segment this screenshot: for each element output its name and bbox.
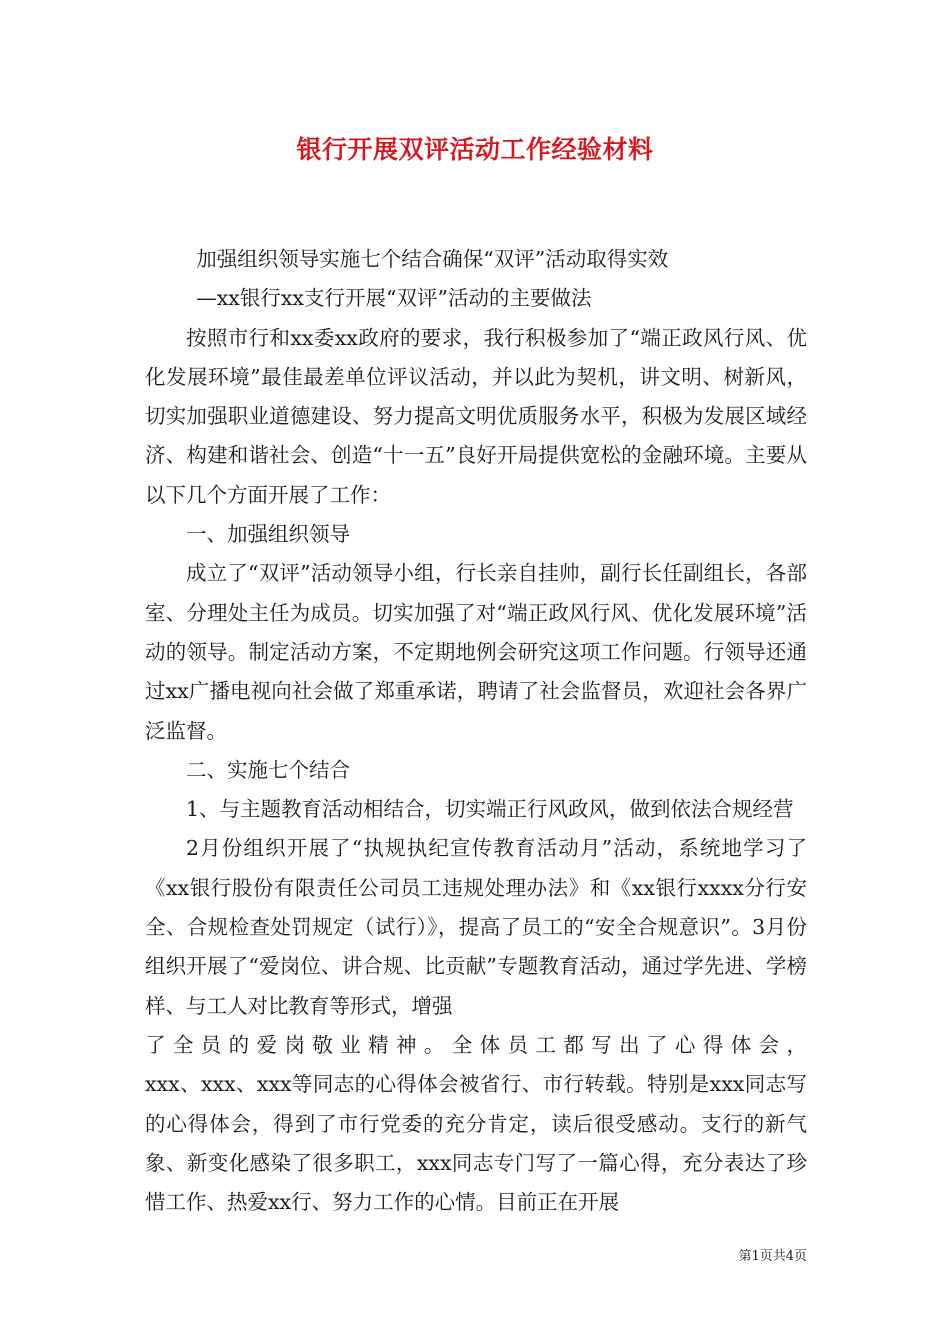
paragraph-intro: 按照市行和xx委xx政府的要求，我行积极参加了“端正政风行风、优化发展环境”最佳最差单位评议活动，并以此为契机，讲文明、树新风，切实加强职业道德建设、努力提高文明优质服务水平，积极为发展区域经济、构建和谐社会、创造“十一五”良好开局提供宽松的金融环境。主要从以下几个方面开展了工作： [145,325,807,507]
document-heading: 加强组织领导实施七个结合确保“双评”活动取得实效 [196,247,669,271]
document-title: 银行开展双评活动工作经验材料 [296,135,654,164]
section-heading-2: 二、实施七个结合 [186,757,350,782]
paragraph-education-cont: xxx、xxx、xxx等同志的心得体会被省行、市行转载。特别是xxx同志写的心得体会，得到了市行党委的充分肯定，读后很受感动。支行的新气象、新变化感染了很多职工，xxx同志专门写了一篇心得，充分表达了珍惜工作、热爱xx行、努力工作的心情。目前正在开展 [145,1072,807,1215]
section-heading-1: 一、加强组织领导 [186,522,350,547]
subsection-heading-1: 1、与主题教育活动相结合，切实端正行风政风，做到依法合规经营 [186,797,794,822]
document-body [145,240,807,1222]
paragraph-education: 2月份组织开展了“执规执纪宣传教育活动月”活动，系统地学习了《xx银行股份有限责任公司员工违规处理办法》和《xx银行xxxx分行安全、合规检查处罚规定（试行）》，提高了员工的“安全合规意识”。3月份组织开展了“爱岗位、讲合规、比贡献”专题教育活动，通过学先进、学榜样、与工人对比教育等形式，增强 [145,836,807,1018]
paragraph-leadership: 成立了“双评”活动领导小组，行长亲自挂帅，副行长任副组长，各部室、分理处主任为成员。切实加强了对“端正政风行风、优化发展环境”活动的领导。制定活动方案，不定期地例会研究这项工作问题。行领导还通过xx广播电视向社会做了郑重承诺，聘请了社会监督员，欢迎社会各界广泛监督。 [145,561,807,743]
page-indicator: 第1页共4页 [738,1249,807,1264]
paragraph-education-line: 了全员的爱岗敬业精神。全体员工都写出了心得体会， [145,1032,807,1057]
document-subheading: —xx银行xx支行开展“双评”活动的主要做法 [196,286,592,311]
